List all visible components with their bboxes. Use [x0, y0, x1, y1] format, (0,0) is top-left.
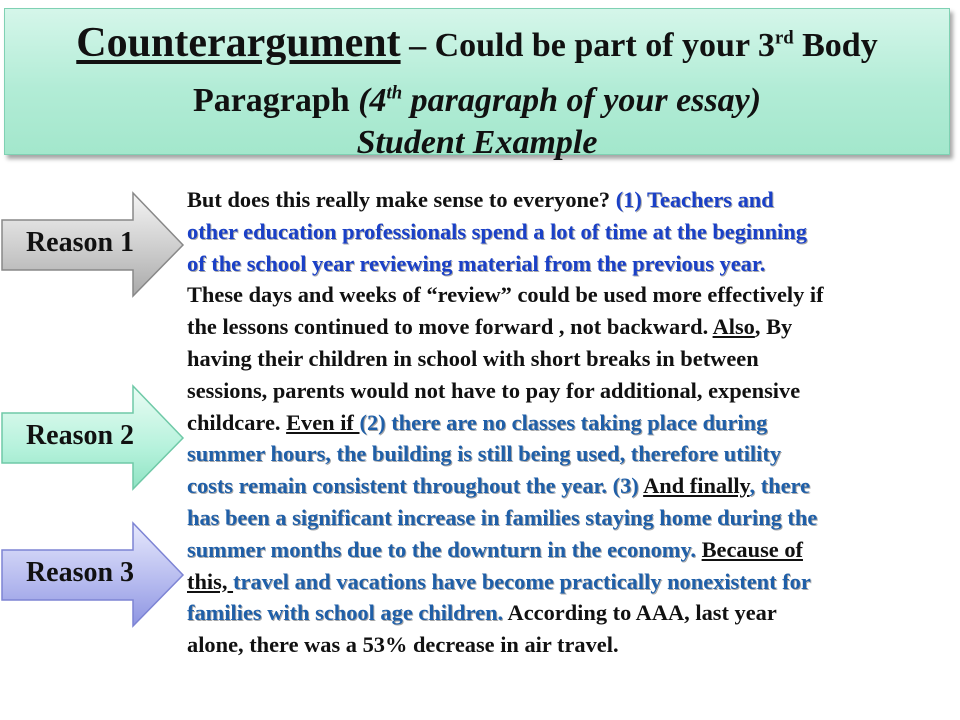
reason-3-arrow	[0, 520, 190, 630]
essay-line: costs remain consistent throughout the year. (3) And finally, there	[187, 473, 811, 499]
title-line-3: Student Example	[356, 124, 598, 161]
essay-line: summer hours, the building is still being used, therefore utility	[187, 441, 782, 467]
student-example-paragraph	[187, 184, 955, 661]
essay-line: childcare. Even if (2) there are no classes taking place during	[187, 409, 768, 435]
essay-line: But does this really make sense to everyone? (1) Teachers and	[187, 187, 774, 212]
essay-line: families with school age children. According to AAA, last year	[187, 600, 777, 626]
essay-line: this, travel and vacations have become practically nonexistent for	[187, 568, 811, 594]
reason-2-label: Reason 2	[25, 420, 135, 451]
essay-line: alone, there was a 53% decrease in air travel.	[187, 632, 619, 658]
essay-line: These days and weeks of “review” could be used more effectively if	[187, 282, 824, 308]
essay-line: has been a significant increase in families staying home during the	[187, 504, 818, 530]
reason-1-label: Reason 1	[25, 227, 135, 258]
reason-2-arrow	[0, 383, 190, 493]
essay-line: having their children in school with short breaks in between	[187, 345, 759, 371]
reason-3-label: Reason 3	[25, 557, 135, 588]
title-line-2: Paragraph (4th paragraph of your essay)	[192, 82, 762, 119]
essay-line: summer months due to the downturn in the economy. Because of	[187, 536, 803, 562]
essay-line: of the school year reviewing material from the previous year.	[187, 250, 766, 276]
title-keyword: Counterargument	[76, 20, 401, 66]
essay-line: the lessons continued to move forward , not backward. Also, By	[187, 314, 793, 340]
reason-1-arrow	[0, 190, 190, 300]
title-line-1: Counterargument – Could be part of your 3rd Body	[76, 20, 878, 66]
essay-line: other education professionals spend a lot of time at the beginning	[187, 218, 807, 244]
essay-line: sessions, parents would not have to pay for additional, expensive	[187, 377, 801, 403]
title-banner	[4, 8, 950, 161]
